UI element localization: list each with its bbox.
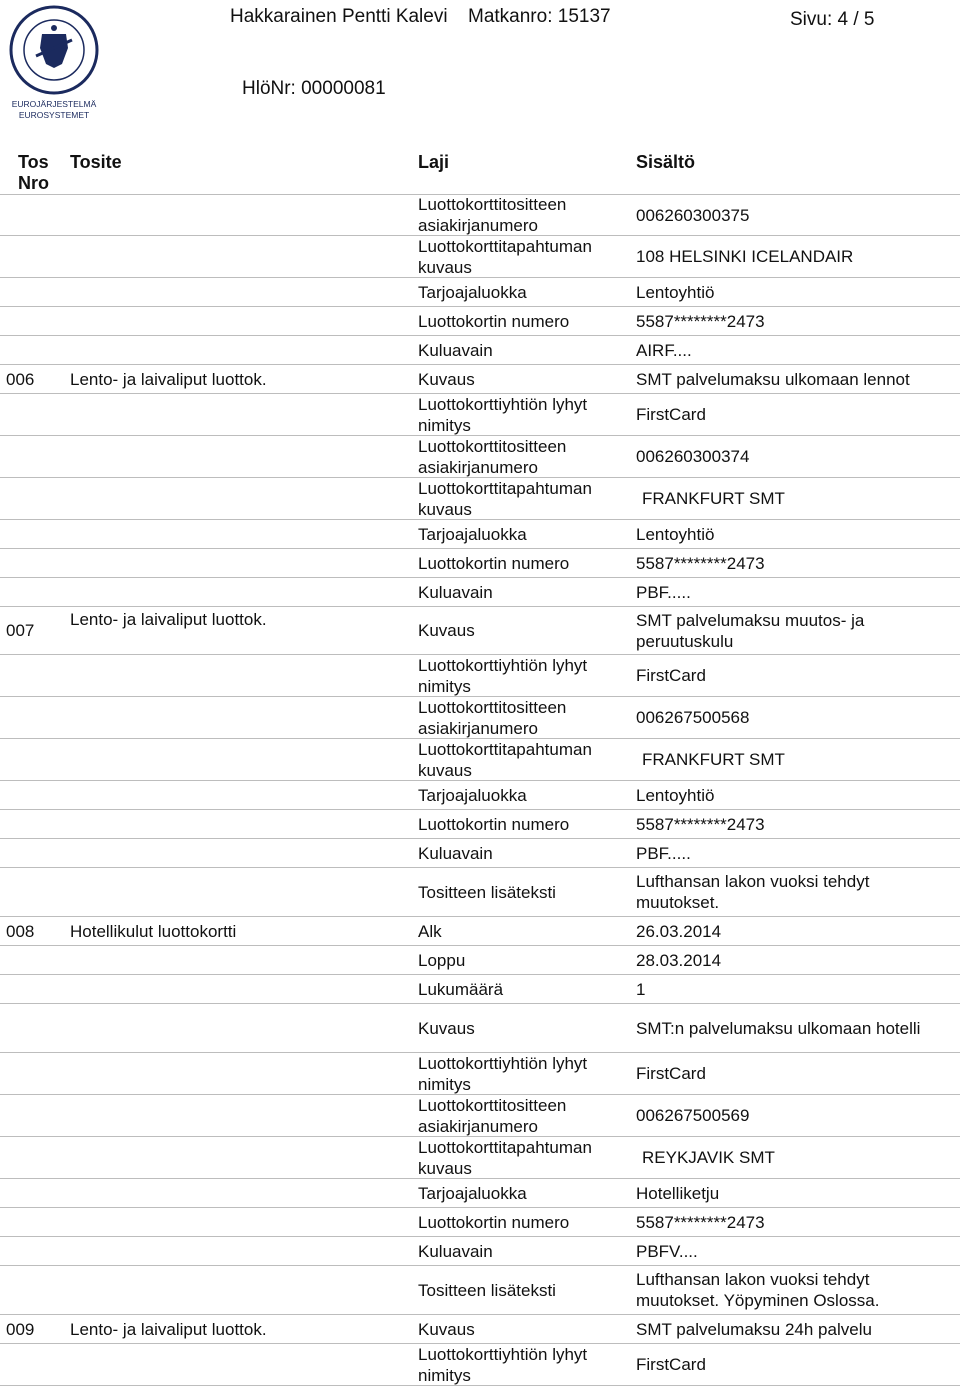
row-receipt-type (70, 839, 410, 867)
receipt-table (0, 194, 960, 1386)
row-number (6, 697, 66, 738)
row-number (6, 1179, 66, 1207)
row-number (6, 578, 66, 606)
row-number (6, 946, 66, 974)
row-kind: Luottokortin numero (418, 814, 570, 834)
row-number: 009 (6, 1319, 35, 1339)
table-row (0, 1237, 960, 1266)
row-receipt-type (70, 336, 410, 364)
row-kind: Alk (418, 921, 442, 941)
table-row (0, 436, 960, 478)
row-receipt-type (70, 520, 410, 548)
table-row (0, 336, 960, 365)
row-receipt-type (70, 578, 410, 606)
row-content: FRANKFURT SMT (642, 489, 785, 508)
column-header-sisalto: Sisältö (636, 152, 696, 172)
row-content: SMT palvelumaksu muutos- ja peruutuskulu (636, 610, 865, 651)
row-kind: Kuluavain (418, 843, 493, 863)
row-receipt-type: Lento- ja laivaliput luottok. (70, 610, 267, 629)
row-number: 008 (6, 921, 35, 941)
row-kind: Luottokorttitapahtuman kuvaus (418, 1137, 592, 1178)
row-content: Lentoyhtiö (636, 524, 715, 544)
row-kind: Tositteen lisäteksti (418, 1280, 556, 1300)
row-number (6, 236, 66, 277)
row-content: Lufthansan lakon vuoksi tehdyt muutokset. (636, 872, 870, 912)
table-row (0, 1095, 960, 1137)
row-content: SMT palvelumaksu 24h palvelu (636, 1319, 872, 1339)
row-content: FirstCard (636, 405, 706, 424)
person-name: Hakkarainen Pentti Kalevi (230, 6, 448, 27)
row-number (6, 520, 66, 548)
row-content: 1 (636, 979, 646, 999)
row-kind: Kuluavain (418, 582, 493, 602)
row-number (6, 549, 66, 577)
row-receipt-type: Lento- ja laivaliput luottok. (70, 369, 267, 389)
table-row (0, 578, 960, 607)
logo-caption-2: EUROSYSTEMET (18, 110, 90, 120)
row-kind: Tarjoajaluokka (418, 1183, 527, 1203)
column-header-nro: Nro (18, 173, 49, 193)
row-content: 006267500569 (636, 1106, 750, 1125)
row-content: FRANKFURT SMT (642, 750, 785, 769)
column-header-tos: Tos (18, 152, 49, 172)
table-row (0, 278, 960, 307)
row-content: SMT:n palvelumaksu ulkomaan hotelli (636, 1018, 921, 1038)
table-row (0, 839, 960, 868)
row-number (6, 1095, 66, 1136)
row-kind: Luottokorttiyhtiön lyhyt nimitys (418, 655, 588, 696)
row-number (6, 1137, 66, 1178)
row-number (6, 1053, 66, 1094)
row-receipt-type (70, 307, 410, 335)
row-receipt-type (70, 1208, 410, 1236)
row-content: 5587********2473 (636, 553, 765, 573)
row-content: 5587********2473 (636, 311, 765, 331)
row-number (6, 478, 66, 519)
row-receipt-type: Lento- ja laivaliput luottok. (70, 1319, 267, 1339)
row-kind: Luottokorttitapahtuman kuvaus (418, 739, 592, 780)
row-number (6, 195, 66, 235)
row-number (6, 1237, 66, 1265)
logo-caption-1: EUROJÄRJESTELMÄ (11, 99, 97, 109)
column-header-tos-nro (18, 152, 49, 194)
row-kind: Luottokorttitositteen asiakirjanumero (418, 195, 567, 235)
row-kind: Luottokorttiyhtiön lyhyt nimitys (418, 1344, 588, 1385)
row-kind: Tositteen lisäteksti (418, 882, 556, 902)
table-row (0, 810, 960, 839)
page-indicator: Sivu: 4 / 5 (790, 9, 875, 30)
row-receipt-type (70, 436, 410, 477)
row-receipt-type (70, 195, 410, 235)
row-kind: Tarjoajaluokka (418, 282, 527, 302)
row-content: AIRF.... (636, 340, 692, 360)
bank-seal-icon (2, 4, 120, 120)
row-kind: Luottokorttitositteen asiakirjanumero (418, 1095, 567, 1136)
row-content: Lentoyhtiö (636, 282, 715, 302)
row-kind: Kuvaus (418, 369, 475, 389)
row-receipt-type (70, 549, 410, 577)
row-kind: Tarjoajaluokka (418, 785, 527, 805)
row-receipt-type (70, 810, 410, 838)
row-kind: Luottokorttitositteen asiakirjanumero (418, 436, 567, 477)
row-kind: Kuvaus (418, 1319, 475, 1339)
table-row (0, 1004, 960, 1053)
row-kind: Tarjoajaluokka (418, 524, 527, 544)
table-row (0, 549, 960, 578)
row-receipt-type (70, 1179, 410, 1207)
table-row (0, 236, 960, 278)
row-content: 28.03.2014 (636, 950, 722, 970)
column-header-laji: Laji (418, 152, 450, 172)
row-receipt-type (70, 1053, 410, 1094)
table-row (0, 975, 960, 1004)
row-kind: Luottokorttiyhtiön lyhyt nimitys (418, 1053, 588, 1094)
row-kind: Lukumäärä (418, 979, 504, 999)
row-kind: Kuvaus (418, 621, 475, 640)
row-content: FirstCard (636, 1064, 706, 1083)
row-content: 108 HELSINKI ICELANDAIR (636, 247, 854, 266)
row-kind: Luottokorttitositteen asiakirjanumero (418, 697, 567, 738)
row-content: PBF..... (636, 582, 691, 602)
row-receipt-type: Hotellikulut luottokortti (70, 921, 237, 941)
row-number (6, 394, 66, 435)
trip-number: Matkanro: 15137 (468, 6, 611, 27)
row-receipt-type (70, 1095, 410, 1136)
table-row (0, 697, 960, 739)
table-row (0, 1266, 960, 1315)
row-content: SMT palvelumaksu ulkomaan lennot (636, 369, 910, 389)
row-kind: Loppu (418, 950, 466, 970)
table-row (0, 917, 960, 946)
row-content: PBFV.... (636, 1241, 698, 1261)
row-content: PBF..... (636, 843, 691, 863)
row-kind: Kuluavain (418, 1241, 493, 1261)
row-content: FirstCard (636, 1355, 706, 1374)
row-kind: Luottokorttitapahtuman kuvaus (418, 478, 592, 519)
row-content: Hotelliketju (636, 1183, 720, 1203)
row-number (6, 781, 66, 809)
row-number: 006 (6, 369, 35, 389)
row-receipt-type (70, 946, 410, 974)
row-receipt-type (70, 1344, 410, 1385)
row-kind: Luottokortin numero (418, 553, 570, 573)
table-row (0, 307, 960, 336)
row-content: 006260300375 (636, 205, 750, 225)
row-number (6, 868, 66, 916)
row-receipt-type (70, 739, 410, 780)
table-row (0, 739, 960, 781)
row-number (6, 839, 66, 867)
bank-logo (2, 4, 120, 120)
row-receipt-type (70, 394, 410, 435)
row-number (6, 1004, 66, 1052)
row-number (6, 436, 66, 477)
row-content: 5587********2473 (636, 814, 765, 834)
table-row (0, 365, 960, 394)
row-receipt-type (70, 1237, 410, 1265)
row-receipt-type (70, 236, 410, 277)
row-number (6, 1266, 66, 1314)
row-receipt-type (70, 868, 410, 916)
row-receipt-type (70, 781, 410, 809)
row-receipt-type (70, 278, 410, 306)
row-receipt-type (70, 1137, 410, 1178)
row-number (6, 336, 66, 364)
row-content: FirstCard (636, 666, 706, 685)
row-content: 006260300374 (636, 447, 750, 466)
row-number (6, 1344, 66, 1385)
table-row (0, 1137, 960, 1179)
table-row (0, 1053, 960, 1095)
table-row (0, 946, 960, 975)
row-number: 007 (6, 621, 35, 640)
person-number: HlöNr: 00000081 (242, 78, 386, 99)
table-row (0, 194, 960, 236)
row-kind: Luottokorttiyhtiön lyhyt nimitys (418, 394, 588, 435)
row-kind: Kuluavain (418, 340, 493, 360)
row-content: 5587********2473 (636, 1212, 765, 1232)
table-row (0, 781, 960, 810)
row-receipt-type (70, 478, 410, 519)
table-row (0, 607, 960, 655)
row-number (6, 307, 66, 335)
table-row (0, 478, 960, 520)
row-number (6, 975, 66, 1003)
table-row (0, 1315, 960, 1344)
row-kind: Luottokortin numero (418, 311, 570, 331)
row-number (6, 810, 66, 838)
table-row (0, 1344, 960, 1386)
row-receipt-type (70, 655, 410, 696)
table-row (0, 520, 960, 549)
row-content: 26.03.2014 (636, 921, 722, 941)
row-kind: Kuvaus (418, 1018, 475, 1038)
row-receipt-type (70, 1266, 410, 1314)
row-receipt-type (70, 1004, 410, 1052)
row-number (6, 655, 66, 696)
table-row (0, 1179, 960, 1208)
row-receipt-type (70, 697, 410, 738)
row-content: Lentoyhtiö (636, 785, 715, 805)
row-number (6, 278, 66, 306)
column-header-tosite: Tosite (70, 152, 122, 172)
row-number (6, 739, 66, 780)
table-row (0, 394, 960, 436)
row-content: 006267500568 (636, 708, 750, 727)
table-row (0, 868, 960, 917)
table-row (0, 1208, 960, 1237)
row-content: Lufthansan lakon vuoksi tehdyt muutokset. Yöpyminen Oslossa. (636, 1270, 880, 1310)
table-row (0, 655, 960, 697)
row-kind: Luottokorttitapahtuman kuvaus (418, 236, 592, 277)
row-kind: Luottokortin numero (418, 1212, 570, 1232)
row-content: REYKJAVIK SMT (642, 1148, 775, 1167)
row-receipt-type (70, 975, 410, 1003)
row-number (6, 1208, 66, 1236)
